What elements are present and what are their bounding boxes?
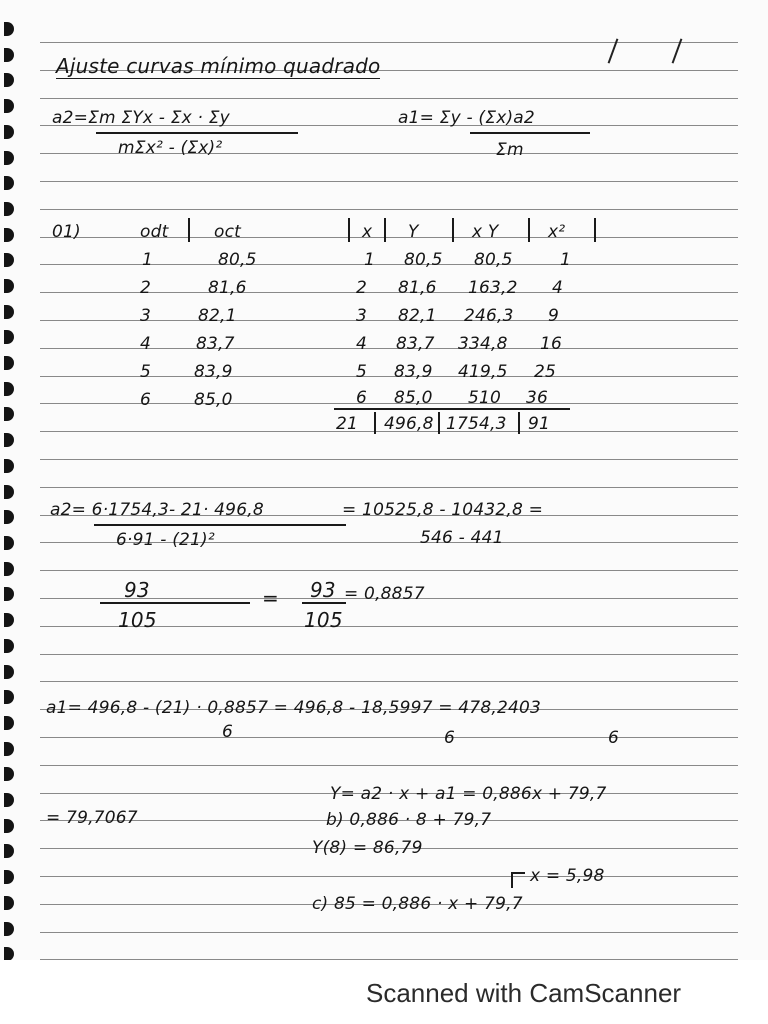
question-1-label: 01): [52, 222, 81, 242]
right-row-5-x2: 25: [534, 362, 557, 382]
left-row-1-odt: 1: [142, 250, 154, 270]
right-row-4-x2: 16: [540, 334, 563, 354]
spiral-hole: [4, 742, 14, 756]
ruled-line: [40, 42, 738, 43]
right-row-2-x2: 4: [552, 278, 564, 298]
answer-y8: Y(8) = 86,79: [312, 838, 423, 858]
spiral-hole: [4, 562, 14, 576]
ruled-line: [40, 959, 738, 960]
ruled-line: [40, 654, 738, 655]
left-row-1-oct: 80,5: [218, 250, 257, 270]
spiral-hole: [4, 819, 14, 833]
spiral-hole: [4, 382, 14, 396]
left-table-divider: [188, 218, 190, 242]
a2-calc-numerator: a2= 6·1754,3- 21· 496,8: [50, 500, 264, 520]
spiral-hole: [4, 48, 14, 62]
right-row-4-y: 83,7: [396, 334, 435, 354]
formula-a1-denominator: Σm: [496, 140, 524, 160]
a2-numerator-repeat: 93: [310, 578, 336, 602]
ruled-line: [40, 681, 738, 682]
a1-calc-denominator-2: 6: [444, 728, 456, 748]
a2-repeat-bar: [302, 602, 346, 604]
a2-denominator-repeat: 105: [304, 608, 343, 632]
a2-calc-denominator-rhs: 546 - 441: [420, 528, 504, 548]
spiral-hole: [4, 202, 14, 216]
right-table-divider-1: [384, 218, 386, 242]
a2-calc-denominator: 6·91 - (21)²: [116, 530, 215, 550]
right-row-5-y: 83,9: [394, 362, 433, 382]
left-row-5-odt: 5: [140, 362, 152, 382]
formula-a2-bar: [96, 132, 298, 134]
total-xy: 1754,3: [446, 414, 507, 434]
right-row-3-x2: 9: [548, 306, 560, 326]
right-table-header-x: x: [362, 222, 373, 242]
spiral-hole: [4, 433, 14, 447]
right-row-1-x2: 1: [560, 250, 572, 270]
spiral-hole: [4, 356, 14, 370]
spiral-hole: [4, 305, 14, 319]
right-row-1-y: 80,5: [404, 250, 443, 270]
spiral-hole: [4, 896, 14, 910]
spiral-hole: [4, 536, 14, 550]
right-table-divider-4: [594, 218, 596, 242]
left-row-6-oct: 85,0: [194, 390, 233, 410]
right-row-1-xy: 80,5: [474, 250, 513, 270]
spiral-hole: [4, 587, 14, 601]
right-row-4-x: 4: [356, 334, 368, 354]
spiral-hole: [4, 407, 14, 421]
totals-divider-2: [438, 412, 440, 434]
a1-calc-expression: a1= 496,8 - (21) · 0,8857 = 496,8 - 18,5997 = 478,2403: [46, 698, 542, 718]
answer-x: x = 5,98: [530, 866, 605, 886]
spiral-hole: [4, 125, 14, 139]
right-row-1-x: 1: [364, 250, 376, 270]
total-x2: 91: [528, 414, 551, 434]
a2-simplified-numerator: 93: [124, 578, 150, 602]
spiral-hole: [4, 22, 14, 36]
right-table-header-x2: x²: [548, 222, 566, 242]
a1-result: = 79,7067: [46, 808, 138, 828]
right-table-header-y: Y: [408, 222, 419, 242]
left-row-5-oct: 83,9: [194, 362, 233, 382]
ruled-line: [40, 209, 738, 210]
total-x: 21: [336, 414, 359, 434]
spiral-hole: [4, 151, 14, 165]
formula-a2-denominator: mΣx² - (Σx)²: [118, 138, 223, 158]
spiral-hole: [4, 716, 14, 730]
right-row-4-xy: 334,8: [458, 334, 508, 354]
total-y: 496,8: [384, 414, 434, 434]
ruled-line: [40, 932, 738, 933]
ruled-line: [40, 181, 738, 182]
formula-a1-numerator: a1= Σy - (Σx)a2: [398, 108, 535, 128]
left-row-2-odt: 2: [140, 278, 152, 298]
left-row-2-oct: 81,6: [208, 278, 247, 298]
right-row-6-x: 6: [356, 388, 368, 408]
spiral-hole: [4, 485, 14, 499]
spiral-hole: [4, 510, 14, 524]
right-table-divider-3: [528, 218, 530, 242]
right-row-2-xy: 163,2: [468, 278, 518, 298]
right-row-2-x: 2: [356, 278, 368, 298]
right-row-3-x: 3: [356, 306, 368, 326]
right-row-6-x2: 36: [526, 388, 549, 408]
a2-calc-rhs: = 10525,8 - 10432,8 =: [342, 500, 544, 520]
left-row-3-odt: 3: [140, 306, 152, 326]
spiral-hole: [4, 99, 14, 113]
spiral-hole: [4, 228, 14, 242]
left-row-3-oct: 82,1: [198, 306, 237, 326]
regression-model: Y= a2 · x + a1 = 0,886x + 79,7: [330, 784, 607, 804]
totals-rule: [334, 408, 570, 410]
camscanner-watermark: Scanned with CamScanner: [366, 978, 682, 1008]
spiral-hole: [4, 279, 14, 293]
right-row-3-xy: 246,3: [464, 306, 514, 326]
ruled-line: [40, 459, 738, 460]
left-row-6-odt: 6: [140, 390, 152, 410]
ruled-line: [40, 876, 738, 877]
a1-calc-denominator-1: 6: [222, 722, 234, 742]
left-row-4-odt: 4: [140, 334, 152, 354]
a1-calc-denominator-3: 6: [608, 728, 620, 748]
ruled-line: [40, 570, 738, 571]
answer-b: b) 0,886 · 8 + 79,7: [326, 810, 492, 830]
a2-simplified-denominator: 105: [118, 608, 157, 632]
formula-a1-bar: [470, 132, 590, 134]
spiral-hole: [4, 767, 14, 781]
right-row-6-y: 85,0: [394, 388, 433, 408]
spiral-hole: [4, 613, 14, 627]
right-row-6-xy: 510: [468, 388, 502, 408]
a2-equals: =: [262, 586, 279, 610]
spiral-hole: [4, 253, 14, 267]
spiral-hole: [4, 639, 14, 653]
spiral-hole: [4, 665, 14, 679]
spiral-hole: [4, 947, 14, 960]
right-table-header-xy: x Y: [472, 222, 499, 242]
a2-calc-bar: [94, 524, 346, 526]
totals-divider-1: [374, 412, 376, 434]
totals-divider-3: [518, 412, 520, 434]
spiral-hole: [4, 793, 14, 807]
spiral-hole: [4, 844, 14, 858]
left-row-4-oct: 83,7: [196, 334, 235, 354]
a2-simplified-bar: [100, 602, 250, 604]
spiral-hole: [4, 870, 14, 884]
a2-result: = 0,8857: [344, 584, 425, 604]
left-table-header-odt: odt: [140, 222, 169, 242]
spiral-hole: [4, 690, 14, 704]
formula-a2-numerator: a2=Σm ΣYx - Σx · Σy: [52, 108, 230, 128]
right-row-3-y: 82,1: [398, 306, 437, 326]
right-row-5-x: 5: [356, 362, 368, 382]
answer-c: c) 85 = 0,886 · x + 79,7: [312, 894, 523, 914]
spiral-hole: [4, 73, 14, 87]
ruled-line: [40, 737, 738, 738]
page-title: Ajuste curvas mínimo quadrado: [56, 54, 381, 78]
left-table-header-oct: oct: [214, 222, 242, 242]
right-row-2-y: 81,6: [398, 278, 437, 298]
arrow-icon: [511, 872, 525, 888]
spiral-hole: [4, 330, 14, 344]
spiral-hole: [4, 459, 14, 473]
ruled-line: [40, 98, 738, 99]
right-row-5-xy: 419,5: [458, 362, 508, 382]
right-table-divider-0: [348, 218, 350, 242]
ruled-line: [40, 765, 738, 766]
ruled-line: [40, 487, 738, 488]
right-table-divider-2: [452, 218, 454, 242]
spiral-hole: [4, 176, 14, 190]
spiral-binding: [0, 0, 22, 960]
spiral-hole: [4, 922, 14, 936]
